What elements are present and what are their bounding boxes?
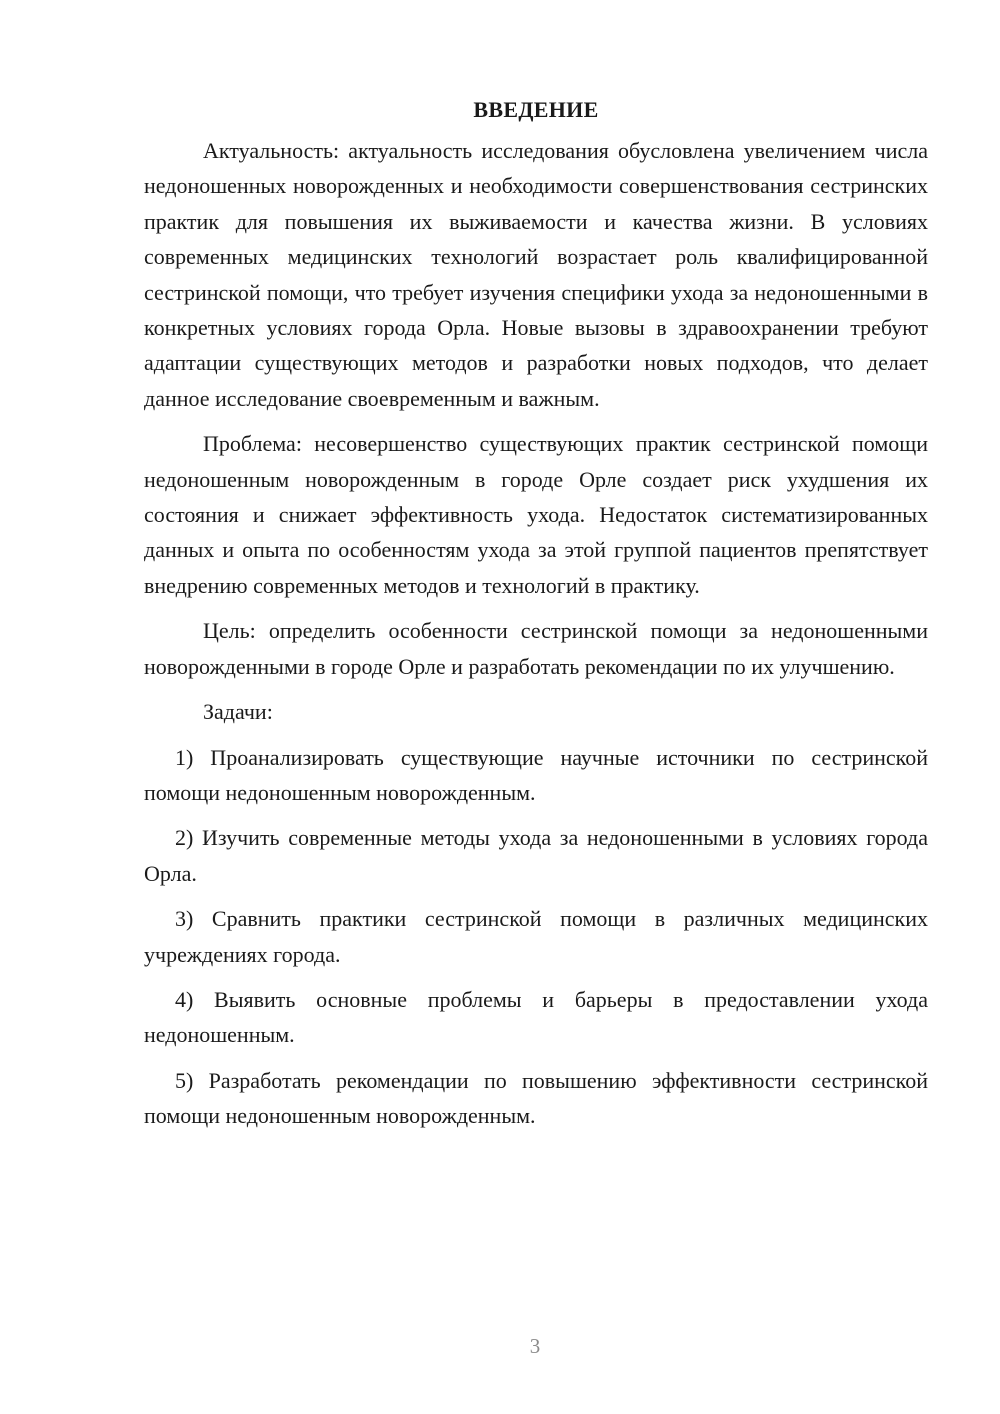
goal-paragraph: Цель: определить особенности сестринской помощи за недоношенными новорожденными в городе Орле и разработать рекомендации по их улучшению.	[144, 618, 928, 679]
problem-paragraph: Проблема: несовершенство существующих практик сестринской помощи недоношенным новорожденным в городе Орле создает риск ухудшения их состояния и снижает эффективность ухода. Недостаток систематизированных данных и опыта по особенностям ухода за этой группой пациентов препятствует внедрению современных методов и технологий в практику.	[144, 431, 928, 598]
tasks-list	[144, 740, 928, 1134]
page-content	[144, 92, 928, 1144]
tasks-heading: Задачи:	[203, 699, 273, 725]
task-item-4: 4) Выявить основные проблемы и барьеры в предоставлении ухода недоношенным.	[144, 986, 928, 1048]
task-item-5: 5) Разработать рекомендации по повышению эффективности сестринской помощи недоношенным новорожденным.	[144, 1067, 928, 1129]
section-title: ВВЕДЕНИЕ	[473, 97, 599, 122]
page-number: 3	[529, 1334, 541, 1358]
task-item-3: 3) Сравнить практики сестринской помощи в различных медицинских учреждениях города.	[144, 906, 928, 967]
task-item-2: 2) Изучить современные методы ухода за недоношенными в условиях города Орла.	[144, 825, 928, 886]
task-item-1: 1) Проанализировать существующие научные источники по сестринской помощи недоношенным новорожденным.	[144, 744, 928, 805]
relevance-paragraph: Актуальность: актуальность исследования обусловлена увеличением числа недоношенных новорожденных и необходимости совершенствования сестринских практик для повышения их выживаемости и качества жизни. В условиях современных медицинских технологий возрастает роль квалифицированной сестринской помощи, что требует изучения специфики ухода за недоношенными в конкретных условиях города Орла. Новые вызовы в здравоохранении требуют адаптации существующих методов и разработки новых подходов, что делает данное исследование своевременным и важным.	[144, 138, 928, 411]
